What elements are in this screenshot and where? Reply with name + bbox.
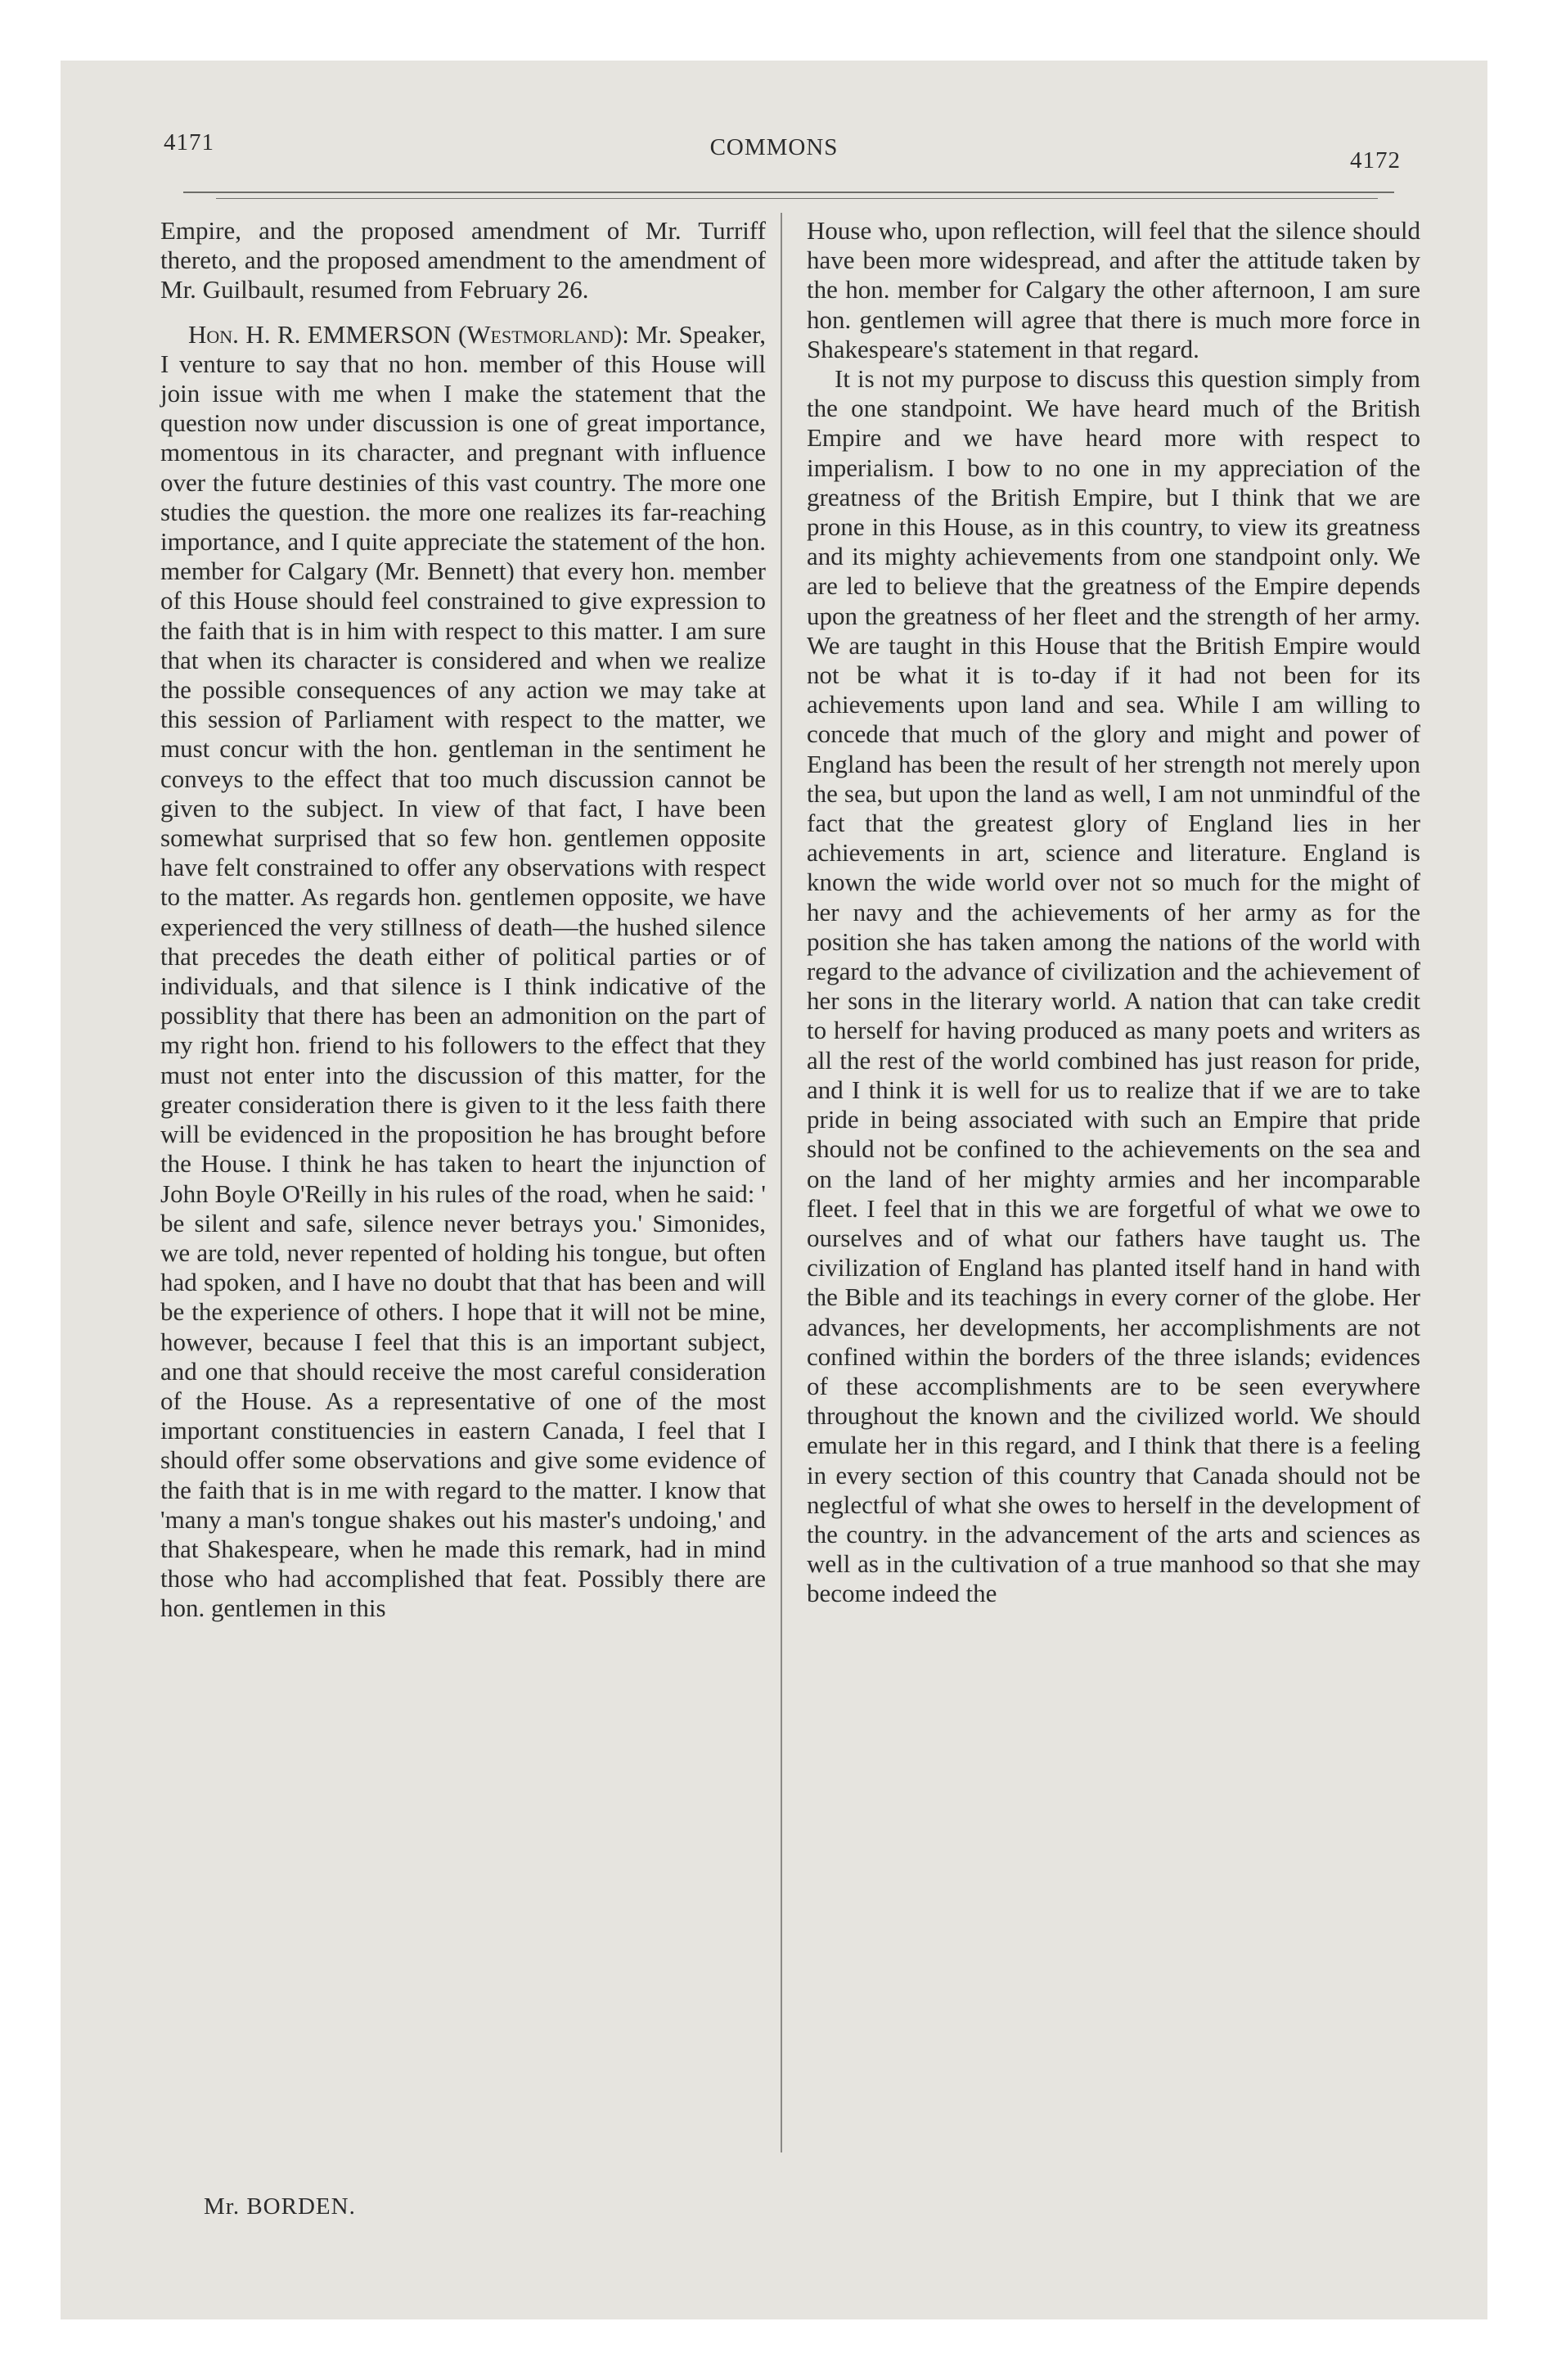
right-column-paragraph-2: It is not my purpose to discuss this question simply from the one standpoint. We have heard much of the British Empire and we have heard more with respect to imperialism. I bow to no one in my appreciation of the greatness of the British Empire, but I think that we are prone in this House, as in this country, to view its greatness and its mighty achievements from one standpoint only. We are led to believe that the greatness of the Empire depends upon the greatness of her fleet and the strength of her army. We are taught in this House that the British Empire would not be what it is to-day if it had not been for its achievements upon land and sea. While I am willing to concede that much of the glory and might and power of England has been the result of her strength not merely upon the sea, but upon the land as well, I am not unmindful of the fact that the greatest glory of England lies in her achievements in art, science and literature. England is known the wide world over not so much for the might of her navy and the achievements of her army as for the position she has taken among the nations of the world with regard to the advance of civilization and the achievement of her sons in the literary world. A nation that can take credit to herself for having produced as many poets and writers as all the rest of the world combined has just reason for pride, and I think it is well for us to realize that if we are to take pride in being associated with such an Empire that pride should not be confined to the achievements on the sea and on the land of her mighty armies and her incomparable fleet. I feel that in this we are forgetful of what we owe to ourselves and of what our fathers have taught us. The civilization of England has planted itself hand in hand with the Bible and its teachings in every corner of the globe. Her advances, her developments, her accomplishments are not confined within the borders of the three islands; evidences of these accomplishments are to be seen everywhere throughout the known and the civilized world. We should emulate her in this regard, and I think that there is a feeling in every section of this country that Canada should not be neglectful of what she owes to herself in the development of the country. in the advancement of the arts and sciences as well as in the cultivation of a true manhood so that she may become indeed the xyxy=(807,364,1420,1608)
right-column xyxy=(807,216,1420,1609)
footer-speaker-name: Mr. BORDEN. xyxy=(204,2193,356,2220)
left-column-intro: Empire, and the proposed amendment of Mr. Turriff thereto, and the proposed amendment to the amendment of Mr. Guilbault, resumed from February 26. xyxy=(160,216,766,304)
header-rule-secondary xyxy=(216,198,1378,199)
column-divider xyxy=(781,213,782,2152)
running-head-title: COMMONS xyxy=(709,134,839,160)
right-column-paragraph-1: House who, upon reflection, will feel that the silence should have been more widespread, and after the attitude taken by the hon. member for Calgary the other afternoon, I am sure hon. gentlemen will agree that there is much more force in Shakespeare's statement in that regard. xyxy=(807,216,1420,363)
left-column-speech xyxy=(160,320,766,1624)
speaker-name: Hon. H. R. EMMERSON (Westmorland): xyxy=(188,319,629,349)
left-column xyxy=(160,216,766,1624)
document-page xyxy=(61,61,1487,2319)
right-page-number: 4172 xyxy=(1350,147,1401,174)
left-page-number: 4171 xyxy=(164,129,214,156)
header-rule xyxy=(183,192,1394,193)
speech-body: Mr. Speaker, I venture to say that no hon. member of this House will join issue with me when I make the statement that the question now under discussion is one of great importance, momentous in its character, and pregnant with influence over the future destinies of this vast country. The more one studies the question. the more one realizes its far-reaching importance, and I quite appreciate the statement of the hon. member for Calgary (Mr. Bennett) that every hon. member of this House should feel constrained to give expression to the faith that is in him with respect to this matter. I am sure that when its character is considered and when we realize the possible consequences of any action we may take at this session of Parliament with respect to the matter, we must concur with the hon. gentleman in the sentiment he conveys to the effect that too much discussion cannot be given to the subject. In view of that fact, I have been somewhat surprised that so few hon. gentlemen opposite have felt constrained to offer any observations with respect to the matter. As regards hon. gentlemen opposite, we have experienced the very stillness of death—the hushed silence that precedes the death either of political parties or of individuals, and that silence is I think indicative of the possiblity that there has been an admonition on the part of my right hon. friend to his followers to the effect that they must not enter into the discussion of this matter, for the greater consideration there is given to it the less faith there will be evidenced in the proposition he has brought before the House. I think he has taken to heart the injunction of John Boyle O'Reilly in his rules of the road, when he said: ' be silent and safe, silence never betrays you.' Simonides, we are told, never repented of holding his tongue, but often had spoken, and I have no doubt that that has been and will be the experience of others. I hope that it will not be mine, however, because I feel that this is an important subject, and one that should receive the most careful consideration of the House. As a representative of one of the most important constituencies in eastern Canada, I feel that I should offer some observations and give some evidence of the faith that is in me with regard to the matter. I know that 'many a man's tongue shakes out his master's undoing,' and that Shakespeare, when he made this remark, had in mind those who had accomplished that feat. Possibly there are hon. gentlemen in this xyxy=(160,319,767,1623)
